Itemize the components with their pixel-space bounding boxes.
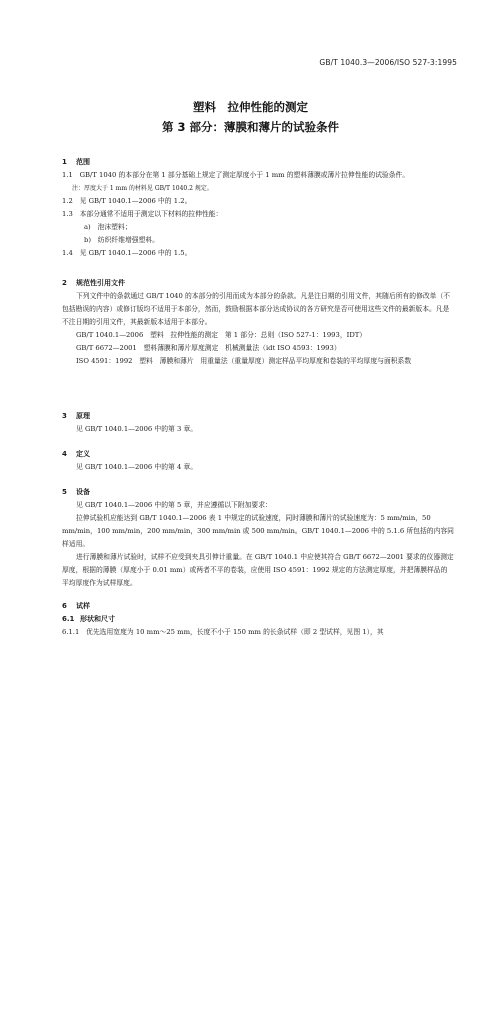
- section-4: [62, 448, 454, 474]
- section-title: 定义: [76, 450, 90, 458]
- subsection-number: 6.1: [62, 615, 75, 623]
- document-header: GB/T 1040.3—2006/ISO 527-3:1995: [319, 58, 457, 67]
- list-item-b: b) 纺织纤维增强塑料。: [84, 236, 159, 244]
- section-5-speeds: 拉伸试验机应能达到 GB/T 1040.1—2006 表 1 中规定的试验速度，同时薄膜和薄片的试验速度为：5 mm/min，50 mm/min，100 mm/min，200 mm/min，300 mm/min 或 500 mm/min。GB/T 1040.1—2006 中的 5.1.6 所包括的内容同样适用。: [62, 514, 454, 548]
- clause-1-3: 1.3 本部分通常不适用于测定以下材料的拉伸性能：: [62, 210, 223, 218]
- section-6-heading: [62, 600, 454, 613]
- section-3: [62, 410, 454, 436]
- section-title: 试样: [76, 602, 90, 610]
- section-number: 3: [62, 412, 67, 420]
- section-6: [62, 600, 454, 639]
- section-3-heading: [62, 410, 454, 423]
- section-3-text: 见 GB/T 1040.1—2006 中的第 3 章。: [76, 425, 198, 433]
- section-5: [62, 486, 454, 590]
- section-5-heading: [62, 486, 454, 499]
- clause-6-1-1: 6.1.1 优先选用宽度为 10 mm～25 mm，长度不小于 150 mm 的长条试样（即 2 型试样，见图 1），其: [62, 628, 384, 636]
- note: 注：厚度大于 1 mm 的材料见 GB/T 1040.2 规定。: [72, 185, 213, 192]
- section-2-heading: [62, 277, 454, 290]
- section-number: 2: [62, 279, 67, 287]
- reference-2: GB/T 6672—2001 塑料薄膜和薄片厚度测定 机械测量法（idt ISO 4593：1993）: [76, 344, 341, 352]
- document-title-line-2: 第 3 部分：薄膜和薄片的试验条件: [161, 120, 339, 134]
- section-1-heading: [62, 156, 454, 169]
- clause-1-1: 1.1 GB/T 1040 的本部分在第 1 部分基础上规定了测定厚度小于 1 mm 的塑料薄膜或薄片拉伸性能的试验条件。: [62, 171, 410, 179]
- section-title: 规范性引用文件: [76, 279, 125, 287]
- clause-1-2: 1.2 见 GB/T 1040.1—2006 中的 1.2。: [62, 197, 192, 205]
- section-title: 设备: [76, 488, 90, 496]
- section-1: [62, 156, 454, 260]
- section-5-intro: 见 GB/T 1040.1—2006 中的第 5 章，并应遵循以下附加要求：: [76, 501, 272, 509]
- clause-1-4: 1.4 见 GB/T 1040.1—2006 中的 1.5。: [62, 249, 192, 257]
- section-title: 范围: [76, 158, 90, 166]
- list-item-a: a) 泡沫塑料；: [84, 223, 132, 231]
- section-number: 5: [62, 488, 67, 496]
- reference-3: ISO 4591：1992 塑料 薄膜和薄片 用重量法（重量厚度）测定样品平均厚度和卷装的平均厚度与面积系数: [76, 357, 412, 365]
- section-number: 6: [62, 602, 67, 610]
- section-4-text: 见 GB/T 1040.1—2006 中的第 4 章。: [76, 463, 198, 471]
- references-intro: 下列文件中的条款通过 GB/T 1040 的本部分的引用而成为本部分的条款。凡是注日期的引用文件，其随后所有的修改单（不包括勘误的内容）或修订版均不适用于本部分，然而，鼓励根据本部分达成协议的各方研究是否可使用这些文件的最新版本。凡是不注日期的引用文件，其最新版本适用于本部分。: [62, 292, 451, 326]
- section-5-thickness: 进行薄膜和薄片试验时，试样不应受到夹具引伸计重量。在 GB/T 1040.1 中应使其符合 GB/T 6672—2001 要求的仪器测定厚度，根据的薄膜（厚度小于 0.01 mm）或两者不平的卷装，应使用 ISO 4591：1992 规定的方法测定厚度，并把薄膜样品的平均厚度作为试样厚度。: [62, 553, 454, 587]
- subsection-title: 形状和尺寸: [80, 615, 115, 623]
- section-2: [62, 277, 454, 368]
- reference-1: GB/T 1040.1—2006 塑料 拉伸性能的测定 第 1 部分：总则（ISO 527-1：1993，IDT）: [76, 331, 367, 339]
- section-4-heading: [62, 448, 454, 461]
- section-title: 原理: [76, 412, 90, 420]
- subsection-6-1-heading: [62, 613, 454, 626]
- document-title-line-1: 塑料 拉伸性能的测定: [193, 100, 308, 114]
- section-number: 4: [62, 450, 67, 458]
- section-number: 1: [62, 158, 67, 166]
